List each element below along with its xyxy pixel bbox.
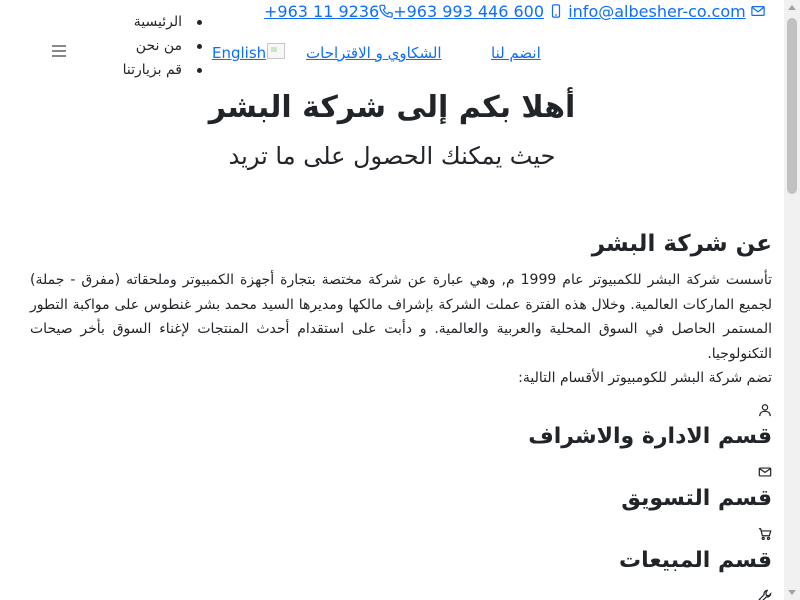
about-heading: عن شركة البشر xyxy=(591,231,772,257)
english-flag-icon xyxy=(267,43,285,59)
nav-item-about[interactable] xyxy=(100,34,204,58)
scroll-up-arrow[interactable] xyxy=(788,5,796,10)
departments-intro: تضم شركة البشر للكومبيوتر الأقسام التالية: xyxy=(518,370,772,386)
person-icon xyxy=(30,402,772,422)
join-us-link[interactable]: انضم لنا xyxy=(491,44,541,62)
nav-link-home[interactable]: الرئيسية xyxy=(133,14,182,30)
department-title: قسم المبيعات xyxy=(618,548,772,573)
about-section xyxy=(30,226,772,600)
contact-bar xyxy=(264,2,774,22)
department-title: قسم التسويق xyxy=(621,486,772,511)
scroll-thumb[interactable] xyxy=(787,18,797,194)
department-item xyxy=(30,588,772,600)
envelope-icon xyxy=(30,464,772,484)
hero-title: أهلا بكم إلى شركة البشر xyxy=(208,90,576,125)
nav-item-visit[interactable] xyxy=(100,58,204,82)
nav-link-visit[interactable]: قم بزيارتنا xyxy=(122,62,182,78)
cart-icon xyxy=(30,526,772,546)
menu-toggle-icon[interactable] xyxy=(52,45,66,59)
department-item xyxy=(30,402,772,452)
phone-link-1[interactable]: +963 11 9236 xyxy=(264,2,380,21)
mobile-icon xyxy=(549,3,563,17)
department-title: قسم الادارة والاشراف xyxy=(528,424,772,449)
nav-link-about[interactable]: من نحن xyxy=(135,38,182,54)
about-paragraph: تأسست شركة البشر للكمبيوتر عام 1999 م, وهي عبارة عن شركة مختصة بتجارة أجهزة الكمبيوتر وملحقاته (مفرق - جملة) لجميع الماركات العالمية. وخلال هذه الفترة عملت الشركة بإشراف مالكها ومديرها السيد محمد بشر غنطوس على مواكبة التطور المستمر الحاصل في السوق المحلية والعربية والعالمية. و دأبت على استقدام أحدث المنتجات لإغناء السوق بأخر صيحات التكنولوجيا. xyxy=(30,272,773,362)
main-nav xyxy=(100,10,204,82)
scroll-down-arrow[interactable] xyxy=(788,590,796,595)
complaints-link[interactable]: الشكاوي و الاقتراحات xyxy=(306,44,442,62)
nav-item-home[interactable] xyxy=(100,10,204,34)
phone-link-2[interactable]: +963 993 446 600 xyxy=(393,2,545,21)
hero-subtitle: حيث يمكنك الحصول على ما تريد xyxy=(228,142,556,170)
english-label: English xyxy=(212,44,267,62)
wrench-icon xyxy=(30,588,772,600)
department-item xyxy=(30,464,772,514)
english-link[interactable] xyxy=(212,43,285,63)
page-scrollbar[interactable] xyxy=(784,0,800,600)
phone-icon xyxy=(379,3,393,17)
envelope-icon xyxy=(751,3,765,17)
email-link[interactable]: info@albesher-co.com xyxy=(568,2,746,21)
department-item xyxy=(30,526,772,576)
